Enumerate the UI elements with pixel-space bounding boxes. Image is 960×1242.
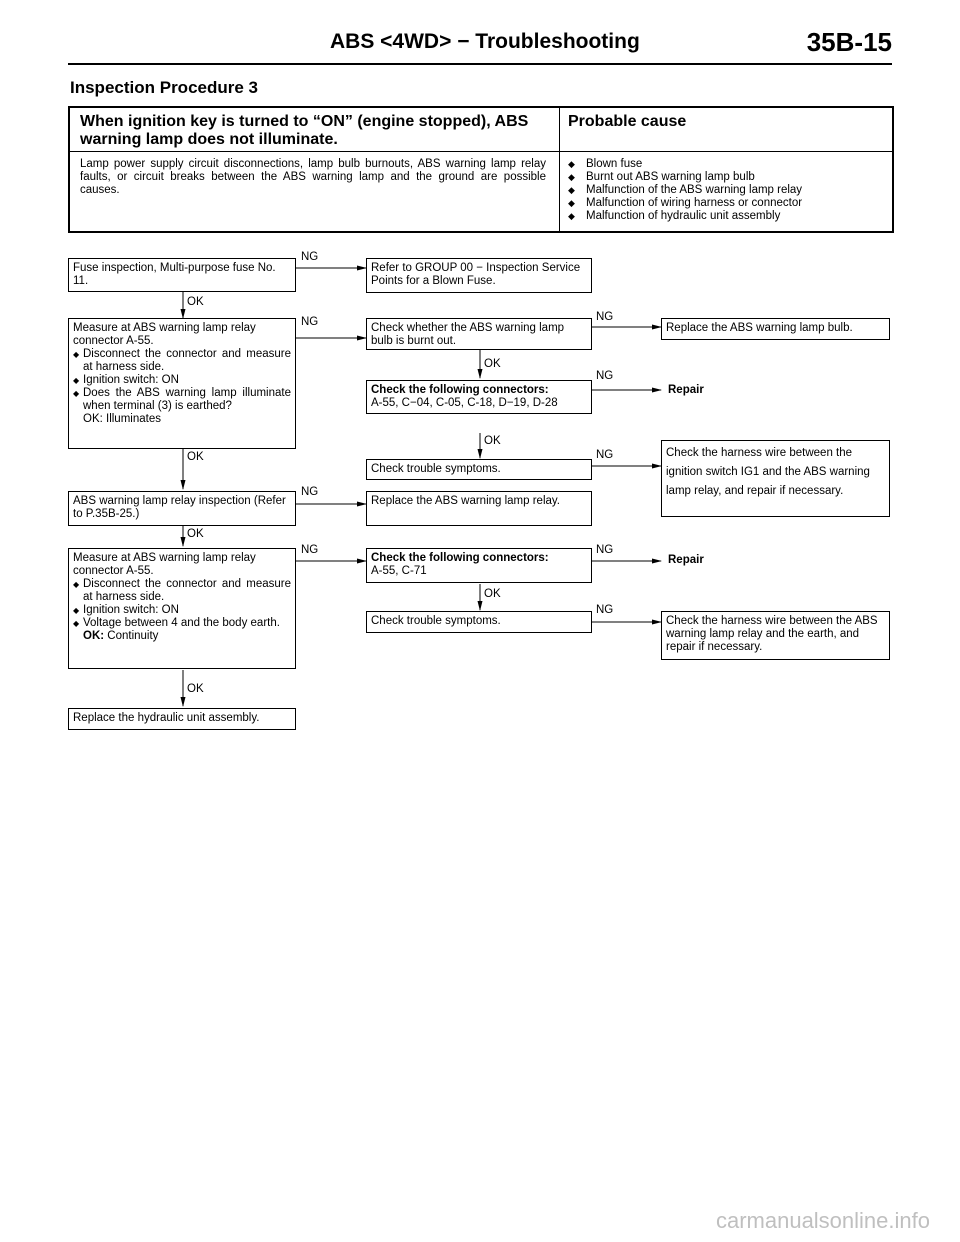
check-bulb-box: Check whether the ABS warning lamp bulb is burnt out. [366,318,592,350]
check-connectors-title: Check the following connectors: [371,384,549,396]
measure-step: ◆ Ignition switch: ON [73,604,291,617]
cause-item: ◆ Malfunction of the ABS warning lamp relay [566,184,886,197]
harness-ig1-box: Check the harness wire between the ignition switch IG1 and the ABS warning lamp relay, and repair if necessary. [661,440,890,517]
ok-label: OK [187,296,204,308]
replace-bulb-box: Replace the ABS warning lamp bulb. [661,318,890,340]
measure-ok-criterion: OK: Illuminates [83,413,161,425]
fuse-inspection-box: Fuse inspection, Multi-purpose fuse No. 11. [68,258,296,292]
measure-relay-title: Measure at ABS warning lamp relay connector A-55. [73,322,256,347]
ok-label: OK: [83,630,105,642]
ok-label: OK [187,683,204,695]
ng-label: NG [301,486,319,498]
repair-label-1: Repair [668,384,704,396]
measure-ok-criterion [73,630,291,643]
ng-label: NG [301,251,319,263]
ok-label: OK [187,451,204,463]
measure-relay-steps [73,348,291,413]
ng-label: NG [596,449,614,461]
measure-step: ◆ Disconnect the connector and measure at harness side. [73,348,291,374]
ng-label: NG [596,544,614,556]
measure-relay-connector-box [68,318,296,449]
measure-continuity-title: Measure at ABS warning lamp relay connector A-55. [73,552,256,577]
measure-step: ◆ Voltage between 4 and the body earth. [73,617,291,630]
check-connectors-list: A-55, C-71 [371,565,427,577]
ng-label: NG [301,544,319,556]
ng-label: NG [301,316,319,328]
page-header-title: ABS <4WD> − Troubleshooting [330,30,640,53]
section-title: Inspection Procedure 3 [70,78,258,97]
replace-relay-box: Replace the ABS warning lamp relay. [366,491,592,526]
refer-group00-box: Refer to GROUP 00 − Inspection Service Points for a Blown Fuse. [366,258,592,293]
measure-step: ◆ Ignition switch: ON [73,374,291,387]
ok-label: OK [484,435,501,447]
watermark: carmanualsonline.info [715,1208,930,1233]
page-number: 35B-15 [806,27,892,57]
cause-item: ◆ Blown fuse [566,158,886,171]
ok-value: Continuity [107,630,159,642]
ok-label: OK [484,358,501,370]
replace-hydraulic-unit-box: Replace the hydraulic unit assembly. [68,708,296,730]
measure-step: ◆ Disconnect the connector and measure at harness side. [73,578,291,604]
cause-item: ◆ Malfunction of wiring harness or connector [566,197,886,210]
ng-label: NG [596,604,614,616]
check-connectors-title: Check the following connectors: [371,552,549,564]
check-trouble-symptoms-box-2: Check trouble symptoms. [366,611,592,633]
cause-item: ◆ Malfunction of hydraulic unit assembly [566,210,886,223]
check-connectors-box-1 [366,380,592,414]
check-connectors-list: A-55, C−04, C-05, C-18, D−19, D-28 [371,397,558,409]
cause-header: Probable cause [568,113,687,130]
measure-step: ◆ Does the ABS warning lamp illuminate when terminal (3) is earthed? [73,387,291,413]
check-connectors-box-2 [366,548,592,583]
symptom-description: Lamp power supply circuit disconnections, lamp bulb burnouts, ABS warning lamp relay faults, or circuit breaks between the ABS warning lamp and the ground are possible causes. [80,158,546,196]
check-trouble-symptoms-box-1: Check trouble symptoms. [366,459,592,480]
repair-label-2: Repair [668,554,704,566]
measure-continuity-box [68,548,296,669]
harness-earth-box: Check the harness wire between the ABS warning lamp relay and the earth, and repair if necessary. [661,611,890,660]
measure-continuity-steps [73,578,291,630]
ok-label: OK [187,528,204,540]
symptom-header: When ignition key is turned to “ON” (engine stopped), ABS warning lamp does not illuminate. [80,113,529,148]
ng-label: NG [596,311,614,323]
relay-inspection-box: ABS warning lamp relay inspection (Refer to P.35B-25.) [68,491,296,526]
ok-label: OK [484,588,501,600]
ng-label: NG [596,370,614,382]
cause-item: ◆ Burnt out ABS warning lamp bulb [566,171,886,184]
